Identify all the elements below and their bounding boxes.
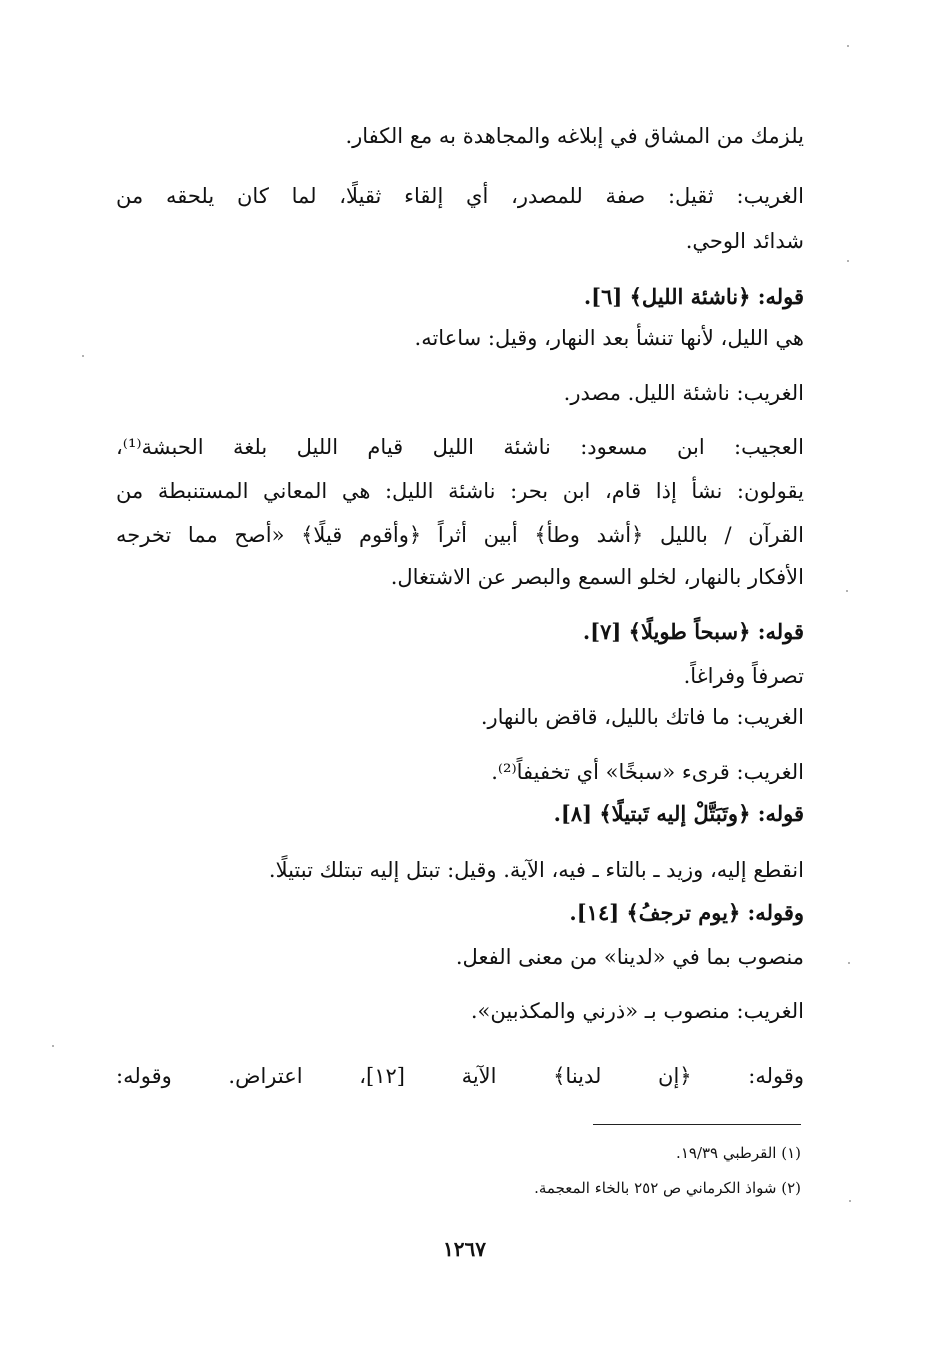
text-line-9: القرآن / بالليل ﴿أشد وطأ﴾ أبين أثراً ﴿وأقوم قيلًا﴾ «أصح مما تخرجه [116, 523, 804, 547]
footnote-2: (٢) شواذ الكرماني ص ٢٥٢ بالخاء المعجمة. [534, 1179, 801, 1197]
text-line-13: الغريب: ما فاتك بالليل، قاقض بالنهار. [480, 705, 804, 729]
footnote-divider [593, 1124, 801, 1125]
scan-speck [847, 45, 849, 47]
text-line-3: شدائد الوحي. [685, 229, 804, 253]
text-line-15: قوله: ﴿وتَبَتَّلْ إليه تَبتيلًا﴾ [٨]. [553, 801, 804, 826]
text-line-19: الغريب: منصوب بـ «ذرني والمكذبين». [470, 999, 804, 1023]
text-line-16: انقطع إليه، وزيد ـ بالتاء ـ فيه، الآية. وقيل: تبتل إليه تبتلك تبتيلًا. [268, 858, 804, 882]
text-line-11: قوله: ﴿سبحاً طويلًا﴾ [٧]. [582, 619, 804, 644]
page-number: ١٢٦٧ [443, 1237, 486, 1261]
text-line-18: منصوب بما في «لدينا» من معنى الفعل. [455, 945, 804, 969]
text-line-1: يلزمك من المشاق في إبلاغه والمجاهدة به مع الكفار. [345, 124, 804, 148]
scan-speck [847, 260, 849, 262]
text-line-6: الغريب: ناشئة الليل. مصدر. [563, 381, 804, 405]
scan-speck [846, 590, 848, 592]
scan-speck [52, 1045, 54, 1047]
text-line-7: العجيب: ابن مسعود: ناشئة الليل قيام الليل بلغة الحبشة⁽¹⁾، [116, 435, 804, 459]
text-line-2: الغريب: ثقيل: صفة للمصدر، أي إلقاء ثقيلًا، لما كان يلحقه من [116, 184, 804, 208]
text-line-10: الأفكار بالنهار، لخلو السمع والبصر عن الاشتغال. [390, 565, 804, 589]
text-line-20: وقوله: ﴿إن لدينا﴾ الآية [١٢]، اعتراض. وقوله: [116, 1064, 804, 1088]
scan-speck [848, 962, 850, 964]
text-line-4: قوله: ﴿ناشئة الليل﴾ [٦]. [583, 284, 804, 309]
text-line-14: الغريب: قرىء «سبخًا» أي تخفيفاً⁽²⁾. [491, 760, 804, 784]
text-line-12: تصرفاً وفراغاً. [683, 664, 804, 688]
scan-speck [82, 355, 84, 357]
footnote-1: (١) القرطبي ١٩/٣٩. [676, 1144, 801, 1162]
text-line-8: يقولون: نشأ إذا قام، ابن بحر: ناشئة الليل: هي المعاني المستنبطة من [116, 479, 804, 503]
scan-speck [849, 1200, 851, 1202]
text-line-17: وقوله: ﴿يوم ترجفُ﴾ [١٤]. [569, 900, 804, 925]
text-line-5: هي الليل، لأنها تنشأ بعد النهار، وقيل: ساعاته. [414, 326, 804, 350]
